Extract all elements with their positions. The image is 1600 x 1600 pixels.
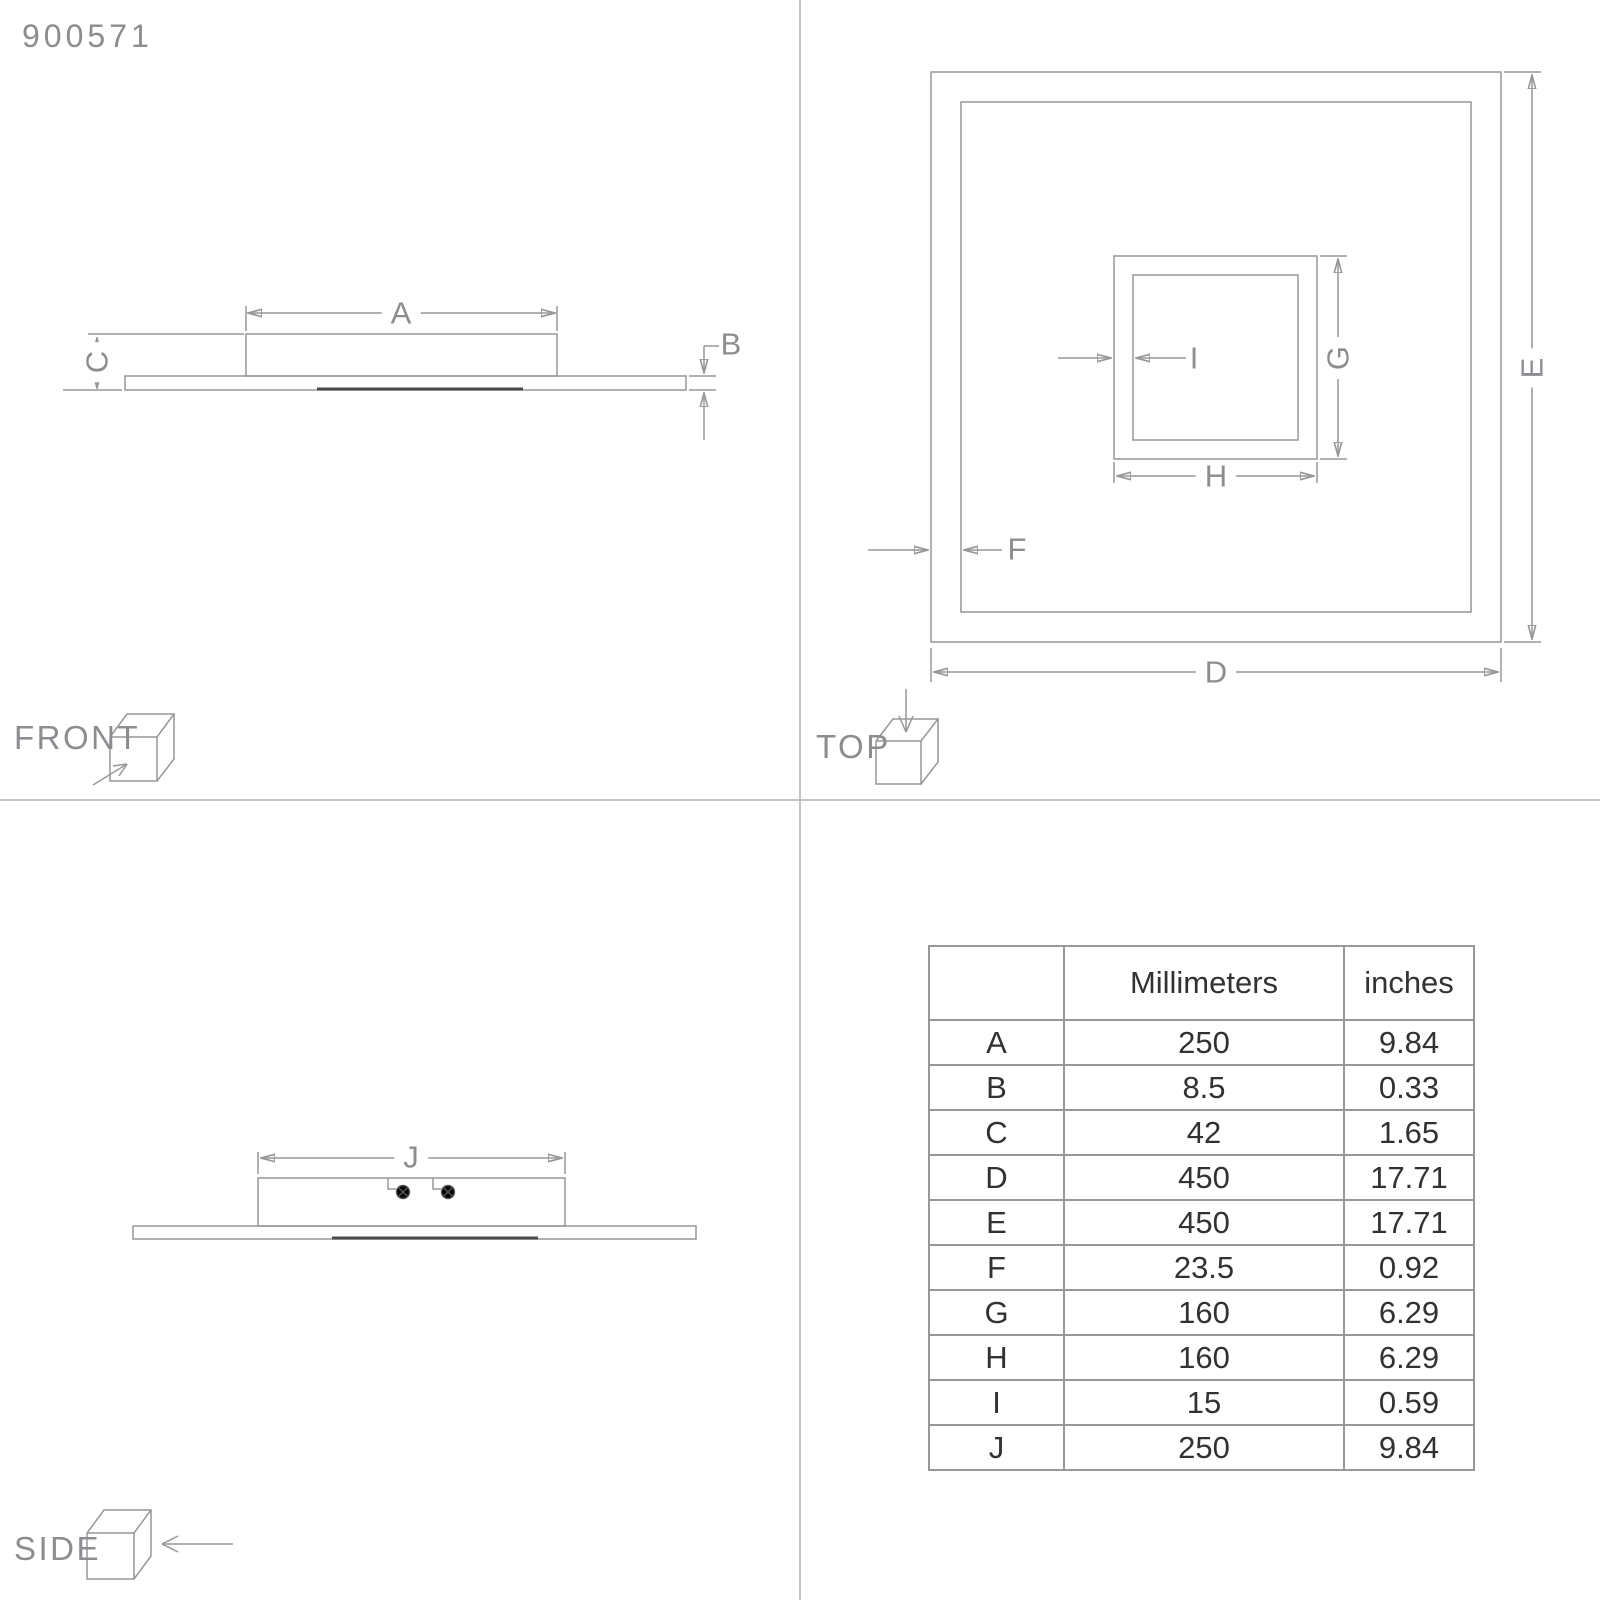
dim-id-cell: G: [929, 1290, 1064, 1335]
inches-value-cell: 0.92: [1344, 1245, 1474, 1290]
table-row: [929, 1020, 1474, 1065]
table-row: [929, 1380, 1474, 1425]
dim-label-d: D: [1196, 657, 1236, 688]
dim-label-c: C: [82, 342, 113, 382]
inches-value-cell: 9.84: [1344, 1425, 1474, 1470]
dim-label-e: E: [1517, 349, 1548, 388]
table-row: [929, 1335, 1474, 1380]
dim-id-cell: F: [929, 1245, 1064, 1290]
front-housing-outline: [246, 334, 557, 376]
dim-label-g: G: [1323, 337, 1354, 379]
top-panel-outline: [961, 102, 1471, 612]
mm-value-cell: 250: [1064, 1020, 1344, 1065]
dim-id-cell: C: [929, 1110, 1064, 1155]
dim-id-cell: A: [929, 1020, 1064, 1065]
top-view-label: TOP: [816, 728, 891, 765]
table-row: [929, 1245, 1474, 1290]
inches-value-cell: 0.33: [1344, 1065, 1474, 1110]
table-row: [929, 1065, 1474, 1110]
table-header-dim: [929, 946, 1064, 1020]
dim-id-cell: E: [929, 1200, 1064, 1245]
dim-label-b: B: [720, 326, 742, 362]
inches-value-cell: 6.29: [1344, 1290, 1474, 1335]
mm-value-cell: 160: [1064, 1290, 1344, 1335]
table-header-inches: inches: [1344, 946, 1474, 1020]
dim-id-cell: I: [929, 1380, 1064, 1425]
dim-label-a: A: [382, 298, 421, 329]
mm-value-cell: 15: [1064, 1380, 1344, 1425]
dim-id-cell: J: [929, 1425, 1064, 1470]
table-header-millimeters: Millimeters: [1064, 946, 1344, 1020]
dimensions-table: [928, 945, 1475, 1471]
mm-value-cell: 8.5: [1064, 1065, 1344, 1110]
side-housing-outline: [258, 1178, 565, 1226]
table-row: [929, 1200, 1474, 1245]
mm-value-cell: 160: [1064, 1335, 1344, 1380]
mounting-screw-icon: [388, 1178, 410, 1199]
inches-value-cell: 1.65: [1344, 1110, 1474, 1155]
side-view-label: SIDE: [14, 1530, 102, 1567]
table-row: [929, 1290, 1474, 1335]
top-view-drawing: [868, 72, 1541, 682]
part-number: 900571: [22, 18, 153, 54]
inches-value-cell: 17.71: [1344, 1155, 1474, 1200]
table-header-row: [929, 946, 1474, 1020]
inches-value-cell: 9.84: [1344, 1020, 1474, 1065]
front-view-label: FRONT: [14, 719, 141, 756]
table-row: [929, 1155, 1474, 1200]
dim-id-cell: H: [929, 1335, 1064, 1380]
mm-value-cell: 450: [1064, 1155, 1344, 1200]
mm-value-cell: 250: [1064, 1425, 1344, 1470]
dim-label-j: J: [394, 1142, 428, 1173]
table-row: [929, 1425, 1474, 1470]
inches-value-cell: 6.29: [1344, 1335, 1474, 1380]
inches-value-cell: 0.59: [1344, 1380, 1474, 1425]
dim-id-cell: B: [929, 1065, 1064, 1110]
inches-value-cell: 17.71: [1344, 1200, 1474, 1245]
dim-label-h: H: [1196, 461, 1236, 492]
mm-value-cell: 23.5: [1064, 1245, 1344, 1290]
side-view-cube-icon: [87, 1510, 233, 1579]
mounting-screw-icon: [433, 1178, 455, 1199]
dim-label-i: I: [1189, 340, 1199, 376]
dim-id-cell: D: [929, 1155, 1064, 1200]
mm-value-cell: 42: [1064, 1110, 1344, 1155]
dim-label-f: F: [1007, 531, 1027, 567]
table-row: [929, 1110, 1474, 1155]
mm-value-cell: 450: [1064, 1200, 1344, 1245]
